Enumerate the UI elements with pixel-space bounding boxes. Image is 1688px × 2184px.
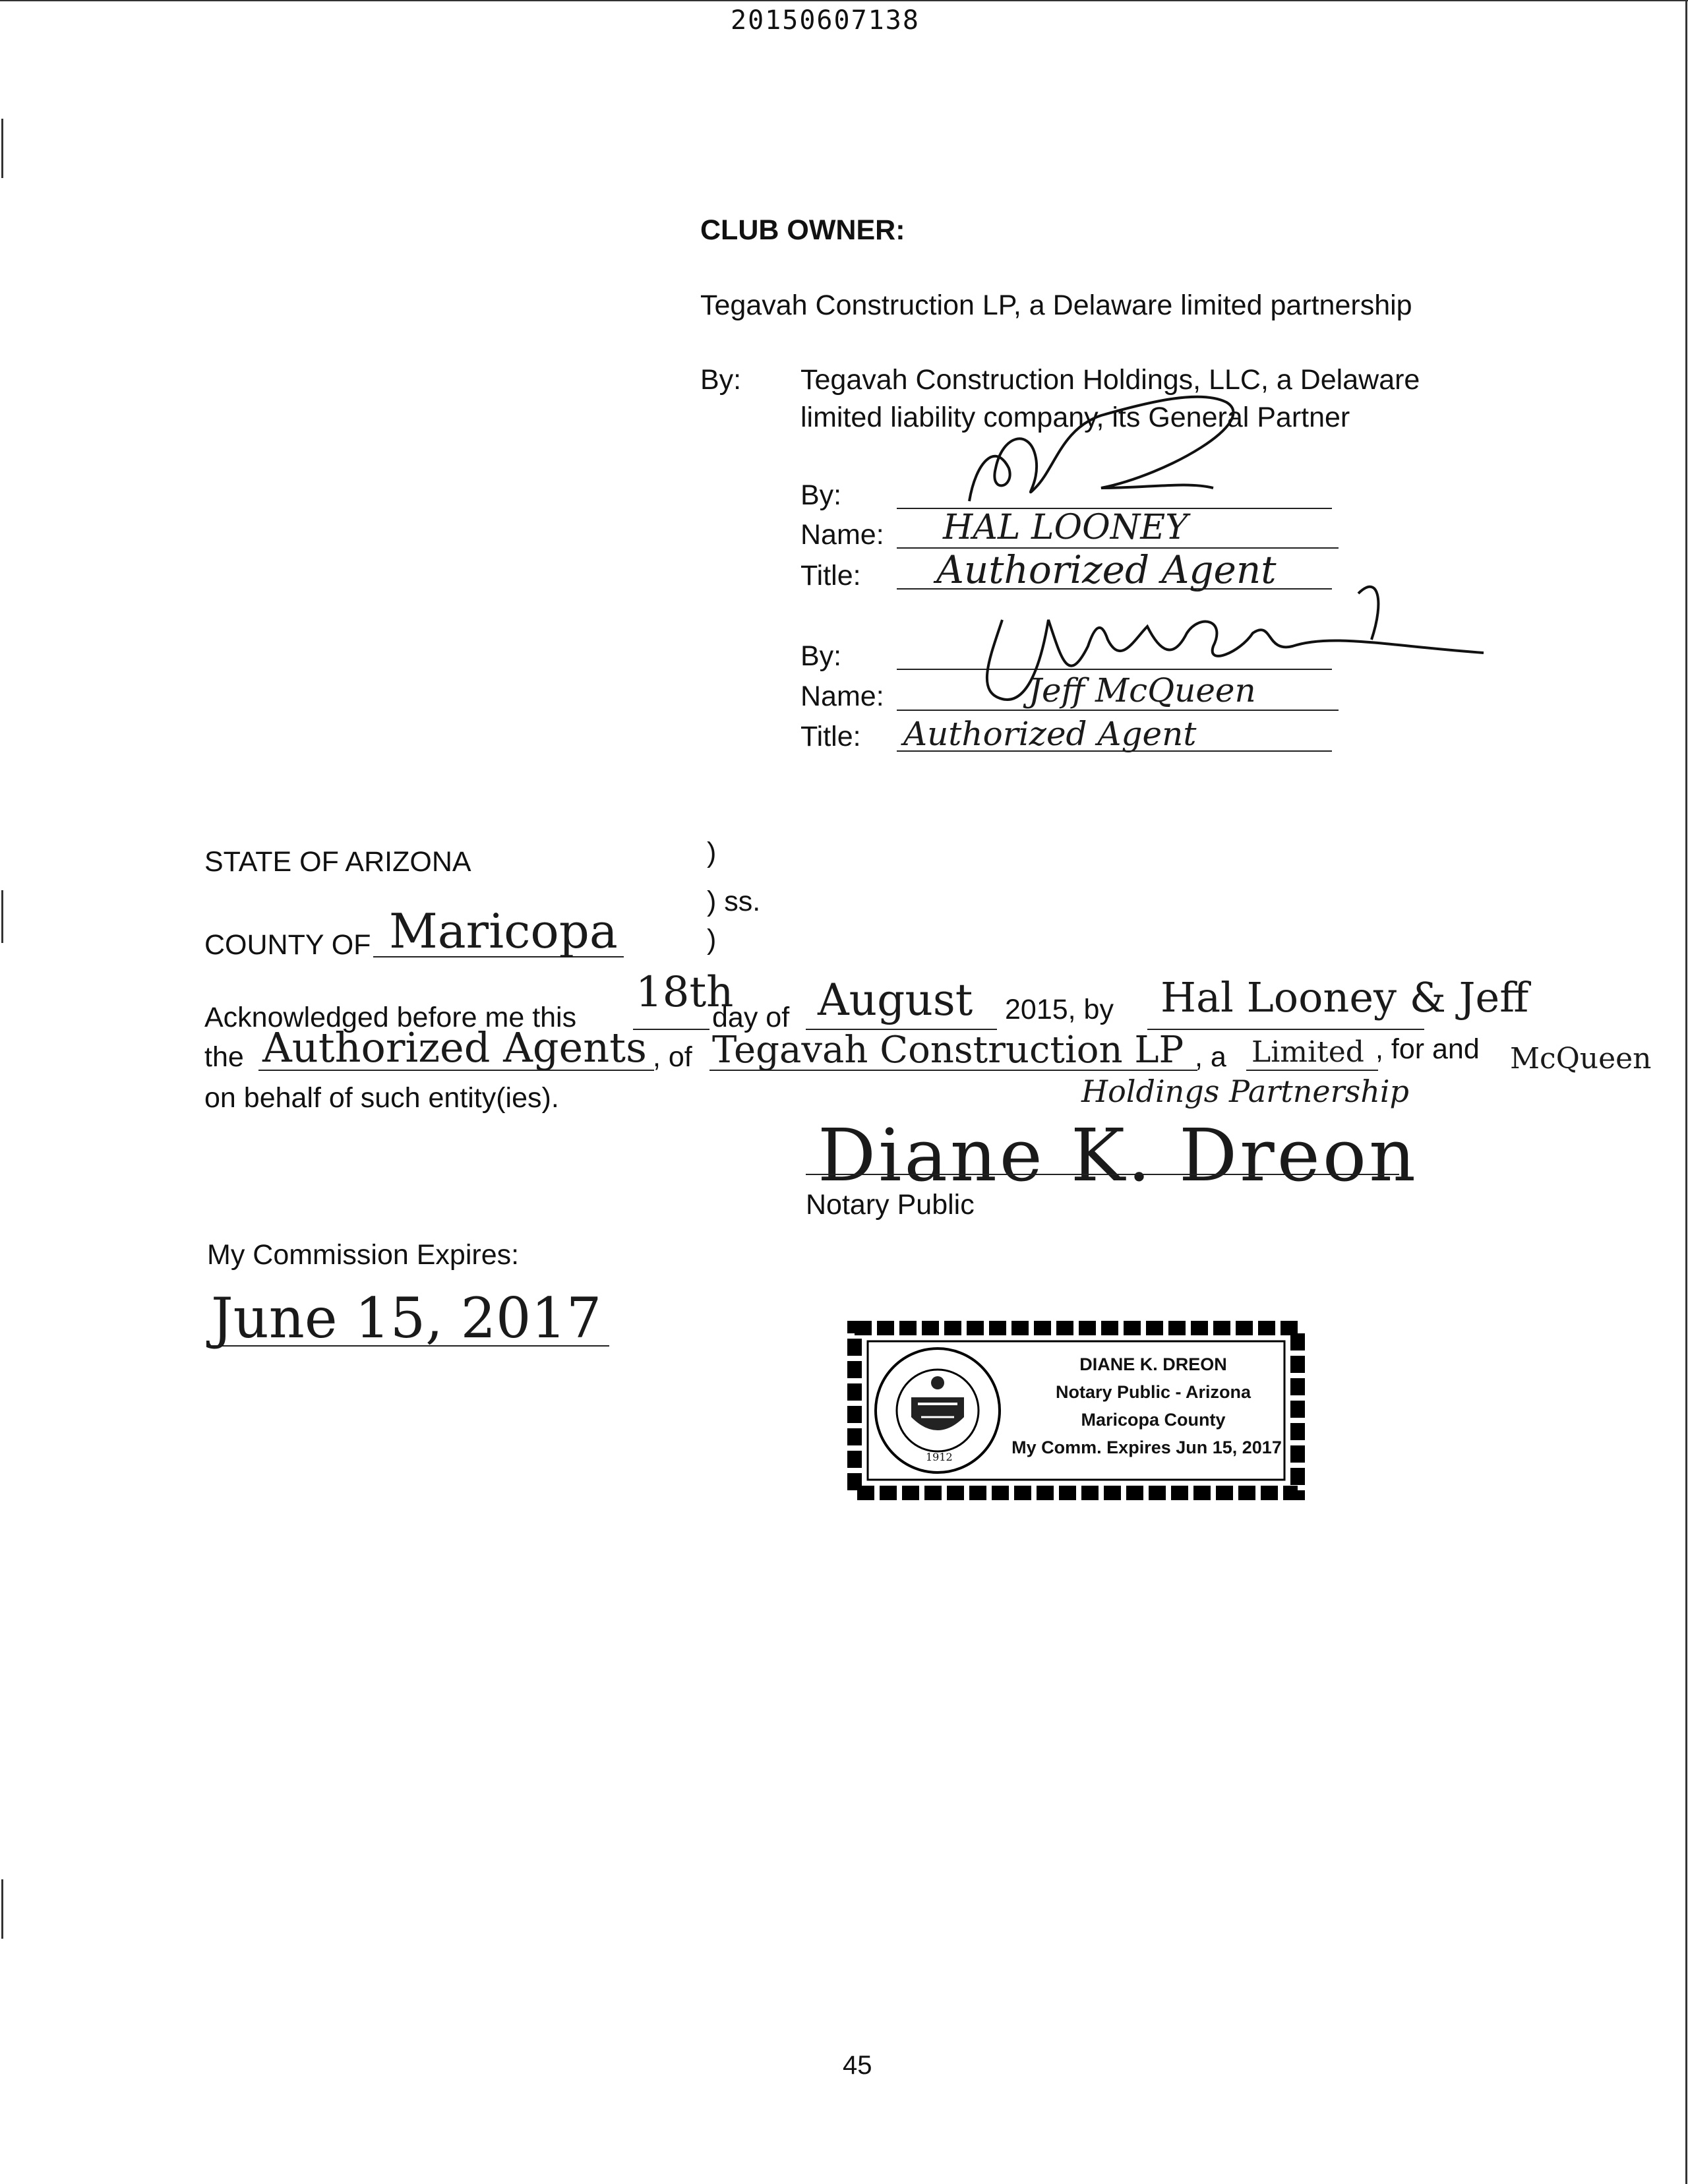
signer1-title-value: Authorized Agent: [936, 547, 1277, 592]
commission-label: My Commission Expires:: [207, 1239, 520, 1271]
behalf-text: on behalf of such entity(ies).: [204, 1082, 559, 1114]
stamp-line-3: Maricopa County: [1081, 1410, 1226, 1430]
capacity-value: Authorized Agents: [262, 1023, 647, 1072]
scan-mark-left-2: [1, 890, 3, 943]
company-value: Tegavah Construction LP: [712, 1029, 1184, 1072]
club-owner-heading: CLUB OWNER:: [700, 214, 905, 246]
names-value: Hal Looney & Jeff: [1160, 973, 1529, 1021]
general-partner-line-2: limited liability company, its General Partner: [800, 402, 1350, 433]
scan-border-right: [1685, 0, 1687, 2184]
type-value: Limited: [1251, 1035, 1364, 1069]
signer1-name-value: HAL LOONEY: [943, 508, 1188, 547]
general-partner-line-1: Tegavah Construction Holdings, LLC, a Delaware: [800, 364, 1420, 396]
page-number: 45: [843, 2051, 872, 2080]
signer1-name-label: Name:: [800, 519, 884, 551]
signer1-signature: [950, 389, 1292, 521]
a-label: , a: [1195, 1041, 1226, 1073]
signer2-title-value: Authorized Agent: [903, 715, 1197, 753]
scan-mark-left-1: [1, 119, 3, 178]
signer2-by-label: By:: [800, 640, 842, 672]
notary-public-label: Notary Public: [806, 1189, 975, 1221]
notary-signature: Diane K. Dreon: [818, 1113, 1418, 1198]
signer2-title-label: Title:: [800, 721, 861, 752]
paren-1: ): [707, 837, 717, 868]
stamp-line-1: DIANE K. DREON: [1079, 1354, 1227, 1374]
county-value: Maricopa: [389, 903, 618, 959]
document-number: 20150607138: [731, 5, 920, 36]
ack-text-3: 2015, by: [1005, 994, 1114, 1025]
signer1-title-label: Title:: [800, 560, 861, 592]
paren-3: ): [707, 924, 717, 956]
ack-text-2: day of: [712, 1002, 790, 1033]
state-label: STATE OF ARIZONA: [204, 846, 471, 878]
type-continuation: Holdings Partnership: [1081, 1074, 1409, 1109]
notary-stamp: [845, 1319, 1307, 1502]
the-label: the: [204, 1041, 244, 1073]
notary-signature-line: [806, 1174, 1399, 1175]
month-value: August: [818, 975, 973, 1025]
scan-border-top: [0, 0, 1688, 1]
of-label: , of: [653, 1041, 692, 1073]
ss-label: ) ss.: [707, 886, 761, 917]
entity-name: Tegavah Construction LP, a Delaware limited partnership: [700, 289, 1412, 321]
stamp-line-2: Notary Public - Arizona: [1055, 1382, 1251, 1402]
stamp-line-4: My Comm. Expires Jun 15, 2017: [1011, 1438, 1282, 1457]
by-label: By:: [700, 364, 742, 396]
county-label: COUNTY OF: [204, 929, 371, 961]
seal-year: 1912: [926, 1451, 953, 1463]
ack-text-1: Acknowledged before me this: [204, 1002, 577, 1033]
signer2-signature: [963, 580, 1490, 712]
names-line: [1147, 1029, 1424, 1030]
signer2-name-value: Jeff McQueen: [1029, 671, 1256, 710]
type-line: [1246, 1070, 1378, 1071]
signer1-by-label: By:: [800, 479, 842, 511]
signer2-name-label: Name:: [800, 681, 884, 712]
names-continuation: McQueen: [1510, 1042, 1652, 1076]
day-value: 18th: [636, 968, 734, 1017]
for-and-label: , for and: [1375, 1033, 1480, 1065]
scan-mark-left-3: [1, 1879, 3, 1939]
commission-value: June 15, 2017: [211, 1286, 602, 1350]
